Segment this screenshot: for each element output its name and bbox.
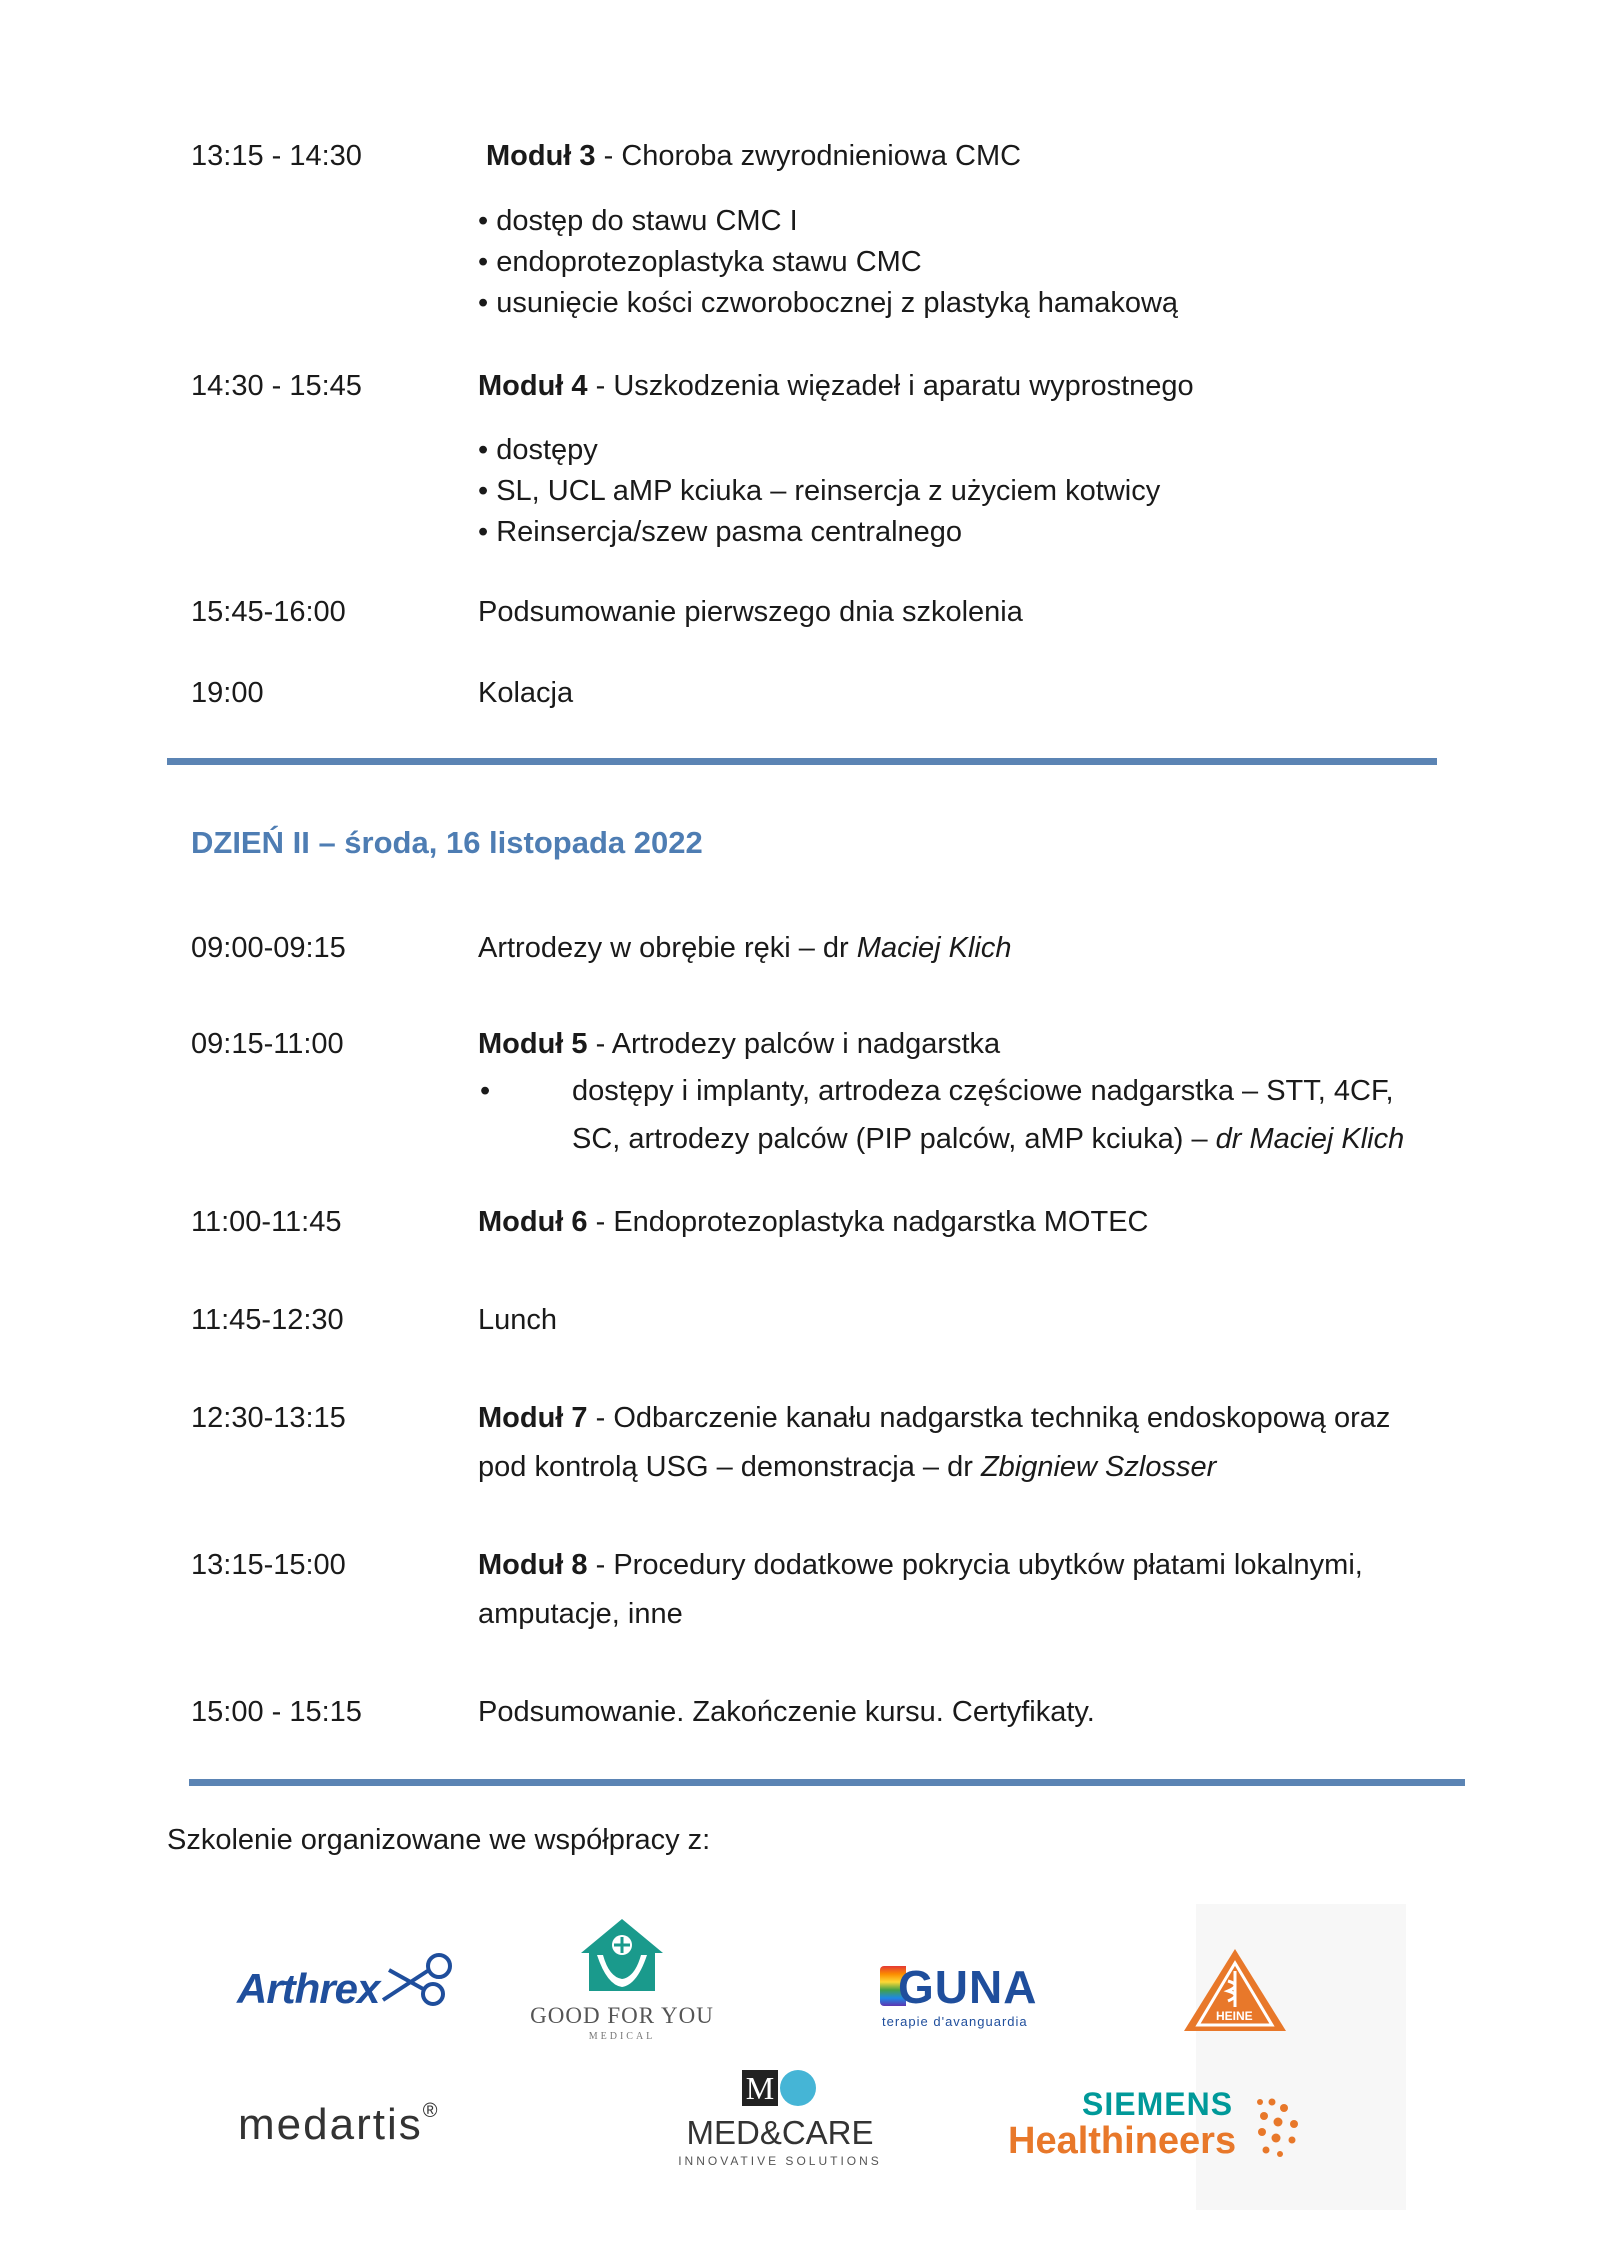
module4-time: 14:30 - 15:45 <box>191 370 362 402</box>
section-divider <box>167 758 1437 765</box>
module3-title <box>486 136 1021 176</box>
goodforyou-subtitle: MEDICAL <box>588 2031 656 2042</box>
day2-r1-time: 09:00-09:15 <box>191 932 346 964</box>
module5-line-2-text: SC, artrodezy palców (PIP palców, aMP kciuka) – <box>572 1123 1216 1155</box>
module7-time: 12:30-13:15 <box>191 1402 346 1434</box>
summary-time: 15:45-16:00 <box>191 596 346 628</box>
module3-bullet-3: • usunięcie kości czworobocznej z plastyką hamakową <box>478 287 1179 319</box>
day2-r1-topic: Artrodezy w obrębie ręki – dr <box>478 932 857 964</box>
module6-time: 11:00-11:45 <box>191 1206 342 1238</box>
module4-bullet-2: • SL, UCL aMP kciuka – reinsercja z użyciem kotwicy <box>478 475 1161 507</box>
siemens-healthineers-logo <box>1008 2086 1308 2176</box>
guna-wordmark: GUNA <box>898 1961 1038 2013</box>
module5-line-2 <box>572 1119 1404 1159</box>
scissors-icon <box>379 1950 459 2010</box>
module7-topic: - Odbarczenie kanału nadgarstka techniką endoskopową oraz <box>587 1402 1391 1434</box>
dinner-text: Kolacja <box>478 677 574 709</box>
heine-logo <box>1180 1945 1290 2035</box>
dinner-time: 19:00 <box>191 677 264 709</box>
module6-title <box>478 1202 1148 1242</box>
medcare-wordmark: MED&CARE <box>686 2114 874 2151</box>
medcare-drop-icon <box>780 2070 816 2106</box>
module8-time: 13:15-15:00 <box>191 1549 346 1581</box>
lunch-time: 11:45-12:30 <box>191 1304 344 1336</box>
module5-topic: - Artrodezy palców i nadgarstka <box>587 1028 1001 1060</box>
goodforyou-logo <box>522 1915 722 2045</box>
module4-title <box>478 366 1194 406</box>
arthrex-wordmark: Arthrex <box>237 1965 380 2012</box>
healthineers-dots-icon <box>1254 2094 1308 2164</box>
module5-time: 09:15-11:00 <box>191 1028 344 1060</box>
medcare-logo <box>670 2070 890 2180</box>
module8-topic: - Procedury dodatkowe pokrycia ubytków płatami lokalnymi, <box>587 1549 1363 1581</box>
healthineers-wordmark: Healthineers <box>1008 2120 1237 2162</box>
module4-topic: - Uszkodzenia więzadeł i aparatu wyprostnego <box>587 370 1194 402</box>
guna-logo <box>880 1962 1060 2032</box>
module4-bullet-1: • dostępy <box>478 434 598 466</box>
module7-line-2 <box>478 1447 1216 1487</box>
heine-wordmark: HEINE <box>1216 2009 1253 2023</box>
module8-title <box>478 1545 1363 1585</box>
module7-title <box>478 1398 1390 1438</box>
module7-line-2-text: pod kontrolą USG – demonstracja – dr <box>478 1451 981 1483</box>
siemens-wordmark: SIEMENS <box>1082 2086 1234 2122</box>
module3-bullet-2: • endoprotezoplastyka stawu CMC <box>478 246 922 278</box>
closing-text: Podsumowanie. Zakończenie kursu. Certyfikaty. <box>478 1696 1095 1728</box>
module5-line-1: dostępy i implanty, artrodeza częściowe nadgarstka – STT, 4CF, <box>572 1075 1394 1107</box>
module3-topic: - Choroba zwyrodnieniowa CMC <box>595 140 1022 172</box>
closing-time: 15:00 - 15:15 <box>191 1696 362 1728</box>
medartis-wordmark: medartis <box>238 2100 423 2149</box>
day2-r1-speaker: Maciej Klich <box>856 932 1012 964</box>
module7-label: Moduł 7 <box>478 1402 588 1434</box>
module5-bullet-mark: • <box>480 1075 491 1107</box>
partners-intro: Szkolenie organizowane we współpracy z: <box>167 1824 711 1856</box>
module3-label: Moduł 3 <box>486 140 596 172</box>
medcare-m-icon: M <box>742 2070 778 2106</box>
module3-time: 13:15 - 14:30 <box>191 140 362 172</box>
day2-heading: DZIEŃ II – środa, 16 listopada 2022 <box>191 825 703 860</box>
arthrex-logo <box>237 1950 457 2020</box>
medartis-logo <box>238 2100 478 2160</box>
guna-subtitle: terapie d'avanguardia <box>882 2014 1028 2029</box>
medcare-subtitle: INNOVATIVE SOLUTIONS <box>678 2154 882 2168</box>
day2-r1-text <box>478 928 1012 968</box>
module6-label: Moduł 6 <box>478 1206 588 1238</box>
house-hands-icon <box>577 1915 667 1995</box>
module4-label: Moduł 4 <box>478 370 588 402</box>
module7-speaker: Zbigniew Szlosser <box>980 1451 1217 1483</box>
partners-divider <box>189 1779 1465 1786</box>
module5-label: Moduł 5 <box>478 1028 588 1060</box>
goodforyou-wordmark: GOOD FOR YOU <box>530 2003 714 2028</box>
module5-title <box>478 1024 1000 1064</box>
module8-label: Moduł 8 <box>478 1549 588 1581</box>
module6-topic: - Endoprotezoplastyka nadgarstka MOTEC <box>587 1206 1149 1238</box>
lunch-text: Lunch <box>478 1304 558 1336</box>
module4-bullet-3: • Reinsercja/szew pasma centralnego <box>478 516 963 548</box>
module3-bullet-1: • dostęp do stawu CMC I <box>478 205 798 237</box>
registered-mark: ® <box>422 2100 438 2122</box>
summary-text: Podsumowanie pierwszego dnia szkolenia <box>478 596 1023 628</box>
module8-line-2: amputacje, inne <box>478 1598 683 1630</box>
module5-speaker: dr Maciej Klich <box>1215 1123 1405 1155</box>
